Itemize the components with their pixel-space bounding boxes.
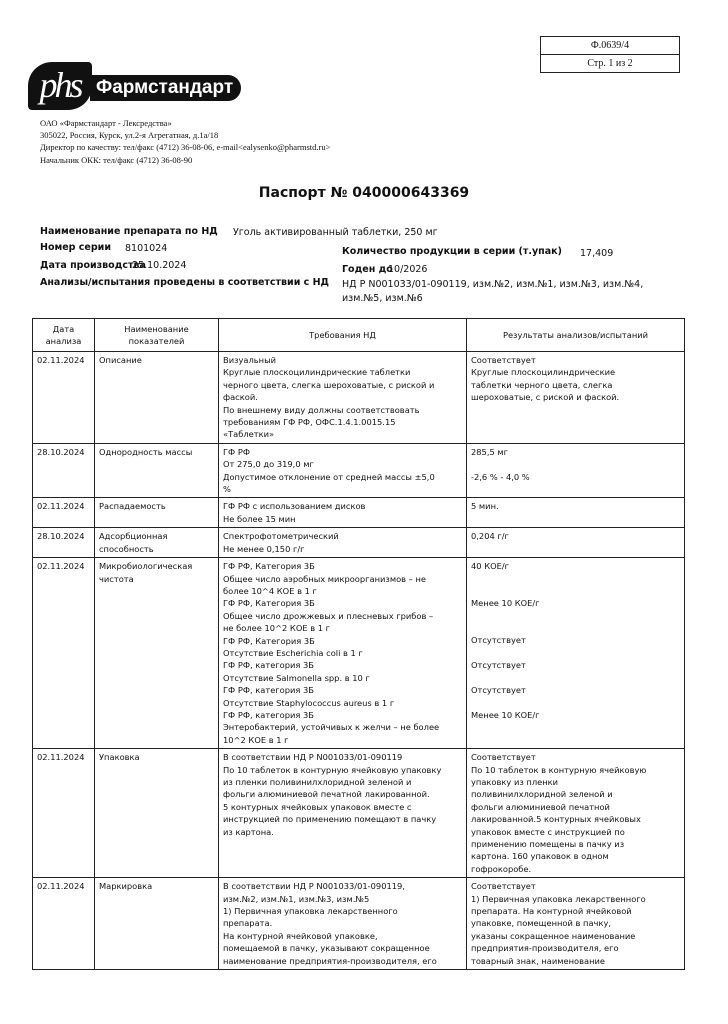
cell-line (471, 610, 680, 622)
form-code: Ф.0639/4 (590, 40, 630, 51)
cell-text: 28.10.2024 (37, 446, 85, 457)
tests-label: Анализы/испытания проведены в соответствии с НД (40, 277, 330, 288)
table-header-row (33, 319, 685, 352)
cell-line: не более 10^2 КОЕ в 1 г (223, 623, 331, 634)
nd-line: изм.№5, изм.№6 (342, 293, 423, 304)
cell-line: На контурной ячейковой упаковке, (223, 930, 378, 941)
cell-line: Соответствует (471, 355, 536, 365)
cell-line: 1) Первичная упаковка лекарственного (223, 906, 398, 917)
date-cell (33, 498, 95, 528)
cell-line: Энтеробактерий, устойчивых к желчи – не более (223, 722, 440, 733)
qty-label: Количество продукции в серии (т.упак) (342, 246, 562, 257)
cell-line: поливинилхлоридной зеленой и (471, 789, 613, 800)
cell-line: % (223, 484, 231, 495)
table-row (33, 749, 685, 878)
logo-mark: phs (28, 62, 92, 110)
cell-line (471, 696, 680, 708)
cell-line: ГФ РФ, Категория 3Б (223, 598, 315, 609)
document-title: Паспорт № 040000643369 (258, 185, 470, 201)
requirements-cell (219, 878, 467, 970)
cell-line: способность (99, 543, 154, 554)
cell-line: По 10 таблеток в контурную ячейковую (471, 764, 647, 775)
header-indicator: Наименование показателей (95, 319, 219, 352)
date-cell (33, 878, 95, 970)
table-row (33, 878, 685, 970)
date-cell (33, 528, 95, 558)
header-requirements: Требования НД (219, 319, 467, 352)
name-value: Уголь активированный таблетки, 250 мг (233, 227, 438, 238)
cell-line: упаковку из пленки (471, 777, 559, 787)
cell-line: Допустимое отклонение от средней массы ±5,0 (223, 471, 435, 482)
cell-line: Распадаемость (99, 501, 166, 512)
cell-line: применению помещены в пачку из (471, 839, 625, 850)
indicator-cell (95, 498, 219, 528)
cell-line: ГФ РФ (223, 446, 250, 457)
date-cell (33, 558, 95, 749)
table-row (33, 558, 685, 749)
date-label: Дата производства (40, 260, 146, 271)
cell-text: 02.11.2024 (37, 501, 85, 512)
cell-line: 5 мин. (471, 501, 499, 512)
series-label: Номер серии (40, 242, 111, 253)
cell-line: Соответствует (471, 752, 536, 763)
result-cell (467, 558, 685, 749)
cell-line: Общее число аэробных микроорганизмов – не (223, 573, 426, 584)
company-info (40, 117, 330, 166)
cell-line (471, 458, 680, 470)
requirements-cell (219, 558, 467, 749)
indicator-cell (95, 528, 219, 558)
cell-line: Отсутствует (471, 635, 526, 646)
cell-line: 10^2 КОЕ в 1 г (223, 734, 289, 745)
cell-text: 02.11.2024 (37, 881, 85, 892)
cell-line: более 10^4 КОЕ в 1 г (223, 585, 317, 596)
table-row (33, 528, 685, 558)
cell-line: 40 КОЕ/г (471, 561, 510, 572)
cell-line: Круглые плоскоцилиндрические (471, 367, 616, 378)
cell-line: 5 контурных ячейковых упаковок вместе с (223, 801, 412, 812)
cell-line: Визуальный (223, 355, 277, 365)
cell-line: Не менее 0,150 г/г (223, 543, 305, 554)
cell-line: препарата. (223, 918, 273, 929)
cell-text: 28.10.2024 (37, 531, 85, 542)
nd-line: НД Р N001033/01-090119, изм.№2, изм.№1, изм.№3, изм.№4, (342, 279, 644, 290)
cell-line: требованиям ГФ РФ, ОФС.1.4.1.0015.15 (223, 417, 396, 428)
cell-line: 285,5 мг (471, 446, 509, 457)
requirements-cell (219, 528, 467, 558)
requirements-cell (219, 498, 467, 528)
indicator-cell (95, 352, 219, 444)
cell-line: шероховатые, с риской и фаской. (471, 392, 620, 403)
cell-line: предприятия-производителя, его (471, 943, 619, 954)
cell-text: 02.11.2024 (37, 752, 85, 763)
cell-line: таблетки черного цвета, слегка (471, 379, 613, 390)
cell-line: упаковке, помещенной в пачку, (471, 918, 612, 929)
cell-line: Общее число дрожжевых и плесневых грибов – (223, 610, 434, 621)
cell-line: ГФ РФ, категория 3Б (223, 685, 314, 696)
date-value: 25.10.2024 (132, 260, 187, 271)
result-cell (467, 443, 685, 498)
name-label: Наименование препарата по НД (40, 226, 218, 237)
cell-line: изм.№2, изм.№1, изм.№3, изм.№5 (223, 893, 370, 904)
cell-line: из пленки поливинилхлоридной зеленой и (223, 777, 412, 787)
cell-line: В соответствии НД Р N001033/01-090119, (223, 881, 405, 892)
indicator-cell (95, 878, 219, 970)
cell-line: картона. 160 упаковок в одном (471, 851, 609, 862)
company-line: 305022, Россия, Курск, ул.2-я Агрегатная, д.1а/18 (40, 130, 219, 141)
cell-line: фаской. (223, 392, 258, 403)
date-cell (33, 352, 95, 444)
cell-line: чистота (99, 573, 134, 584)
cell-line (471, 672, 680, 684)
cell-line (471, 647, 680, 659)
cell-line: Отсутствие Salmonella spp. в 10 г (223, 672, 370, 683)
cell-line: ГФ РФ с использованием дисков (223, 501, 366, 512)
cell-line: По внешнему виду должны соответствовать (223, 404, 420, 415)
cell-line: указаны сокращенное наименование (471, 930, 636, 941)
cell-line (471, 622, 680, 634)
cell-line: Отсутствует (471, 685, 526, 696)
cell-line (471, 585, 680, 597)
valid-value: 10/2026 (388, 264, 428, 275)
date-cell (33, 443, 95, 498)
cell-line: Однородность массы (99, 446, 193, 457)
form-code-box (540, 36, 680, 73)
cell-line: инструкцией по применению помещают в пачку (223, 814, 437, 825)
valid-label: Годен до (342, 264, 393, 275)
cell-line: препарата. На контурной ячейковой (471, 906, 632, 917)
cell-line: Адсорбционная (99, 531, 168, 542)
page-number: Стр. 1 из 2 (541, 54, 679, 72)
cell-text: 02.11.2024 (37, 355, 85, 365)
cell-line: черного цвета, слегка шероховатые, с риской и (223, 379, 435, 390)
cell-line: -2,6 % - 4,0 % (471, 471, 530, 482)
cell-line: ГФ РФ, категория 3Б (223, 660, 314, 671)
cell-line: «Таблетки» (223, 429, 275, 440)
indicator-cell (95, 443, 219, 498)
table-row (33, 498, 685, 528)
cell-text: 02.11.2024 (37, 561, 85, 572)
result-cell (467, 878, 685, 970)
result-cell (467, 352, 685, 444)
cell-line: фольги алюминиевой печатной лакированной. (223, 789, 430, 800)
cell-line: из картона. (223, 826, 274, 837)
requirements-cell (219, 443, 467, 498)
cell-line: 0,204 г/г (471, 531, 509, 542)
cell-line: ГФ РФ, Категория 3Б (223, 561, 315, 572)
cell-line: По 10 таблеток в контурную ячейковую упаковку (223, 764, 442, 775)
cell-line: Соответствует (471, 881, 536, 892)
cell-line: упаковок вместе с инструкцией по (471, 826, 625, 837)
indicator-cell (95, 749, 219, 878)
cell-line: Спектрофотометрический (223, 531, 339, 542)
cell-line: От 275,0 до 319,0 мг (223, 459, 314, 470)
cell-line: Микробиологическая (99, 561, 193, 572)
cell-line: ГФ РФ, Категория 3Б (223, 635, 315, 646)
company-line: Начальник ОКК: тел/факс (4712) 36-08-90 (40, 154, 193, 165)
company-line: ОАО «Фармстандарт - Лексредства» (40, 118, 172, 128)
result-cell (467, 749, 685, 878)
date-cell (33, 749, 95, 878)
cell-line: Описание (99, 355, 142, 365)
cell-line: Отсутствует (471, 660, 526, 671)
cell-line: товарный знак, наименование (471, 955, 606, 966)
cell-line: Не более 15 мин (223, 513, 296, 524)
header-date: Дата анализа (33, 319, 95, 352)
table-row (33, 352, 685, 444)
company-line: Директор по качеству: тел/факс (4712) 36-08-06, e-mail<ealysenko@pharmstd.ru> (40, 142, 331, 153)
cell-line: Маркировка (99, 881, 153, 892)
cell-line: помещаемой в пачку, указывают сокращенное (223, 943, 430, 954)
result-cell (467, 528, 685, 558)
cell-line: Менее 10 КОЕ/г (471, 709, 540, 720)
cell-line: лакированной.5 контурных ячейковых (471, 814, 641, 825)
logo-name: Фармстандарт (90, 75, 241, 101)
cell-line: ГФ РФ, категория 3Б (223, 709, 314, 720)
cell-line: Круглые плоскоцилиндрические таблетки (223, 367, 411, 378)
header-results: Результаты анализов/испытаний (467, 319, 685, 352)
cell-line: 1) Первичная упаковка лекарственного (471, 893, 646, 904)
requirements-cell (219, 352, 467, 444)
cell-line: Упаковка (99, 752, 140, 763)
requirements-cell (219, 749, 467, 878)
cell-line: наименование предприятия-производителя, его (223, 955, 437, 966)
cell-line (471, 573, 680, 585)
cell-line: фольги алюминиевой печатной (471, 801, 610, 812)
cell-line: Отсутствие Staphylococcus aureus в 1 г (223, 697, 395, 708)
table-row (33, 443, 685, 498)
cell-line: гофрокоробе. (471, 863, 532, 874)
cell-line: Менее 10 КОЕ/г (471, 598, 540, 609)
results-table (32, 318, 685, 970)
qty-value: 17,409 (580, 248, 614, 259)
result-cell (467, 498, 685, 528)
cell-line: В соответствии НД Р N001033/01-090119 (223, 752, 403, 763)
series-value: 8101024 (125, 243, 168, 254)
cell-line: Отсутствие Escherichia coli в 1 г (223, 647, 363, 658)
indicator-cell (95, 558, 219, 749)
company-logo (28, 62, 240, 110)
